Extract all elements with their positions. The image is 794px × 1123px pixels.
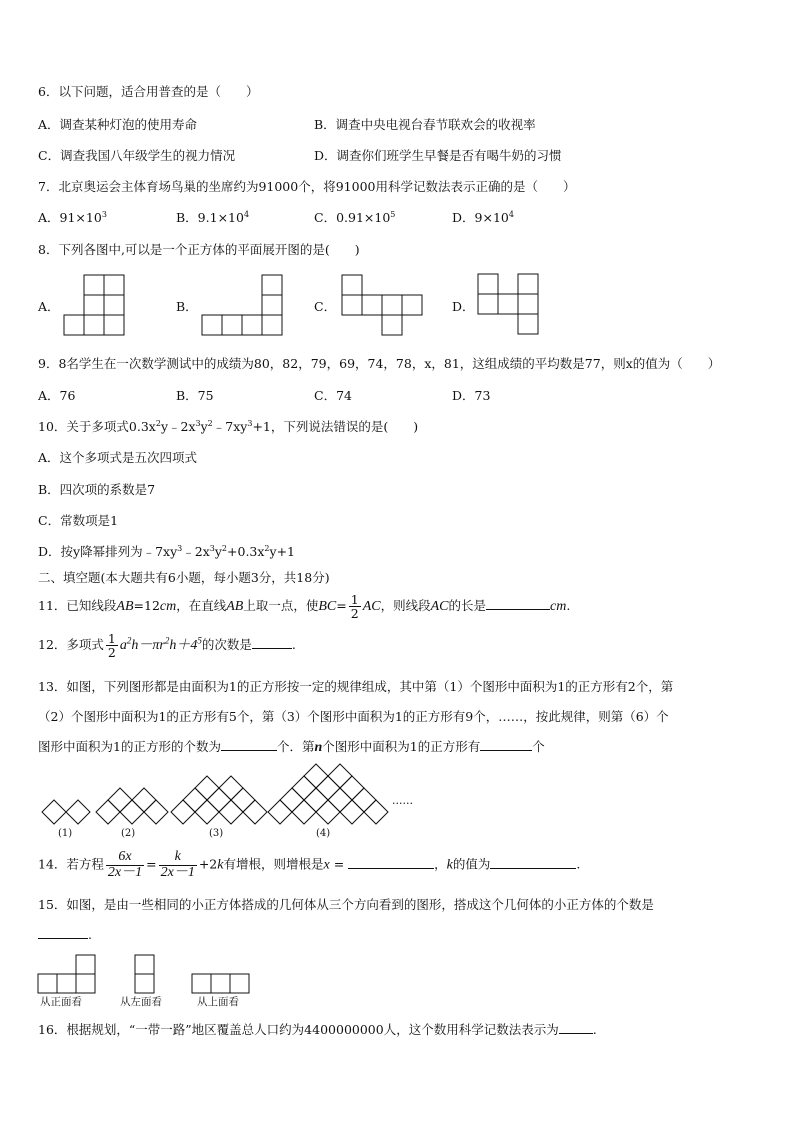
unit-square (231, 788, 255, 812)
q8-label-a: A． (38, 299, 60, 314)
q10-option-d: D．按y降幂排列为$﹣7xy^3﹣2x^3y^2+0.3x^2y+1$ (38, 543, 296, 559)
q14-answer-blank-2[interactable] (490, 856, 576, 869)
q16: 16．根据规划，“一带一路”地区覆盖总人口约为4400000000人，这个数用科学记数法表示为 . (38, 1022, 597, 1037)
unit-square (195, 776, 219, 800)
q15-line2: . (38, 926, 92, 942)
q7-option-c: C．$0.91\times 10^5$ (314, 209, 396, 225)
q7-option-d: D．$9\times 10^4$ (452, 209, 514, 225)
q6-option-c: C．调查我国八年级学生的视力情况 (38, 148, 236, 163)
q13-line2: （2）个图形中面积为1的正方形有5个，第（3）个图形中面积为1的正方形有9个，……，按此规律，则第（6）个 (38, 709, 669, 724)
q12-answer-blank[interactable] (252, 636, 292, 649)
unit-square (364, 800, 388, 824)
q9-option-c: C．74 (314, 388, 352, 403)
unit-square (316, 776, 340, 800)
q13-answer-blank-1[interactable] (221, 738, 277, 751)
q9-option-b: B．75 (176, 388, 214, 403)
q8-stem: 8．下列各图中,可以是一个正方体的平面展开图的是( ) (38, 242, 360, 257)
unit-square (304, 788, 328, 812)
unit-square (66, 800, 90, 824)
q9-stem: 9．8名学生在一次数学测试中的成绩为80，82，79，69，74，78，x，81，这组成绩的平均数是77，则x的值为（ ） (38, 356, 721, 371)
unit-square (268, 800, 292, 824)
view-left-caption: 从左面看 (120, 996, 162, 1008)
unit-square (316, 800, 340, 824)
unit-square (328, 788, 352, 812)
section-title-fill-in: 二、填空题(本大题共有6小题，每小题3分，共18分) (38, 570, 330, 585)
unit-square (195, 800, 219, 824)
unit-square (183, 788, 207, 812)
q10-option-b: B．四次项的系数是7 (38, 482, 156, 497)
q13-line1: 13．如图，下列图形都是由面积为1的正方形按一定的规律组成，其中第（1）个图形中面积为1的正方形有2个，第 (38, 679, 674, 694)
q13-answer-blank-2[interactable] (480, 738, 532, 751)
unit-square (171, 800, 195, 824)
unit-square (340, 800, 364, 824)
unit-square (280, 788, 304, 812)
q15-answer-blank[interactable] (38, 926, 88, 939)
unit-square (292, 776, 316, 800)
q6-option-b: B．调查中央电视台春节联欢会的收视率 (314, 117, 536, 132)
unit-square (304, 764, 328, 788)
q6-option-d: D．调查你们班学生早餐是否有喝牛奶的习惯 (314, 148, 562, 163)
unit-square (132, 788, 156, 812)
net-figure-b (202, 274, 284, 336)
net-figure-c (342, 274, 424, 336)
q14-answer-blank-1[interactable] (348, 856, 434, 869)
unit-square (219, 776, 243, 800)
q10-stem: 10．关于多项式$0.3x^2y﹣2x^3y^2﹣7xy^3+1$，下列说法错误的是( ) (38, 418, 419, 434)
view-left (134, 954, 156, 994)
q7-option-a: A．$91\times 10^3$ (38, 209, 107, 225)
unit-square (144, 800, 168, 824)
unit-square (96, 800, 120, 824)
view-top-caption: 从上面看 (197, 996, 239, 1008)
q8-label-c: C． (314, 299, 337, 314)
net-figure-a (64, 274, 126, 336)
unit-square (243, 800, 267, 824)
figure-ellipsis: ...... (392, 794, 413, 807)
q10-option-c: C．常数项是1 (38, 513, 119, 528)
unit-square (108, 788, 132, 812)
q14: 14．若方程 $\frac{6x}{2x-1}$ = $\frac{k}{2x-1}$ +2k有增根，则增根是x = ，k的值为 . (38, 849, 581, 880)
net-figure-d (478, 273, 540, 335)
unit-square (292, 800, 316, 824)
unit-square (42, 800, 66, 824)
q10-option-a: A．这个多项式是五次四项式 (38, 450, 198, 465)
q16-answer-blank[interactable] (559, 1021, 593, 1034)
q7-stem: 7．北京奥运会主体育场鸟巢的坐席约为91000个，将91000用科学记数法表示正确的是（ ） (38, 179, 576, 194)
view-front (38, 954, 96, 994)
figure-caption-3: (3) (209, 828, 224, 839)
figure-caption-2: (2) (121, 828, 136, 839)
unit-square (340, 776, 364, 800)
unit-square (207, 788, 231, 812)
q15-line1: 15．如图，是由一些相同的小正方体搭成的几何体从三个方向看到的图形，搭成这个几何体的小正方体的个数是 (38, 897, 654, 912)
figure-caption-1: (1) (58, 828, 73, 839)
q8-label-b: B． (176, 299, 198, 314)
q6-option-a: A．调查某种灯泡的使用寿命 (38, 117, 198, 132)
q7-option-b: B．$9.1\times 10^4$ (176, 209, 250, 225)
view-top (192, 973, 252, 995)
figure-caption-4: (4) (316, 828, 331, 839)
q8-label-d: D． (452, 299, 475, 314)
q11: 11．已知线段AB=12cm，在直线AB上取一点，使BC= $\frac{1}{2}$ AC，则线段AC的长是 cm. (38, 592, 571, 622)
q9-option-d: D．73 (452, 388, 491, 403)
q11-answer-blank[interactable] (486, 597, 550, 610)
q9-option-a: A．76 (38, 388, 76, 403)
unit-square (328, 764, 352, 788)
q6-stem: 6．以下问题，适合用普查的是（ ） (38, 84, 259, 99)
view-front-caption: 从正面看 (40, 996, 82, 1008)
q12: 12．多项式 $\frac{1}{2}$ $a^2h-\pi r^2h+4^5$的次数是 . (38, 631, 296, 661)
q13-line3: 图形中面积为1的正方形的个数为 个．第n个图形中面积为1的正方形有 个 (38, 739, 545, 755)
unit-square (219, 800, 243, 824)
unit-square (120, 800, 144, 824)
unit-square (352, 788, 376, 812)
